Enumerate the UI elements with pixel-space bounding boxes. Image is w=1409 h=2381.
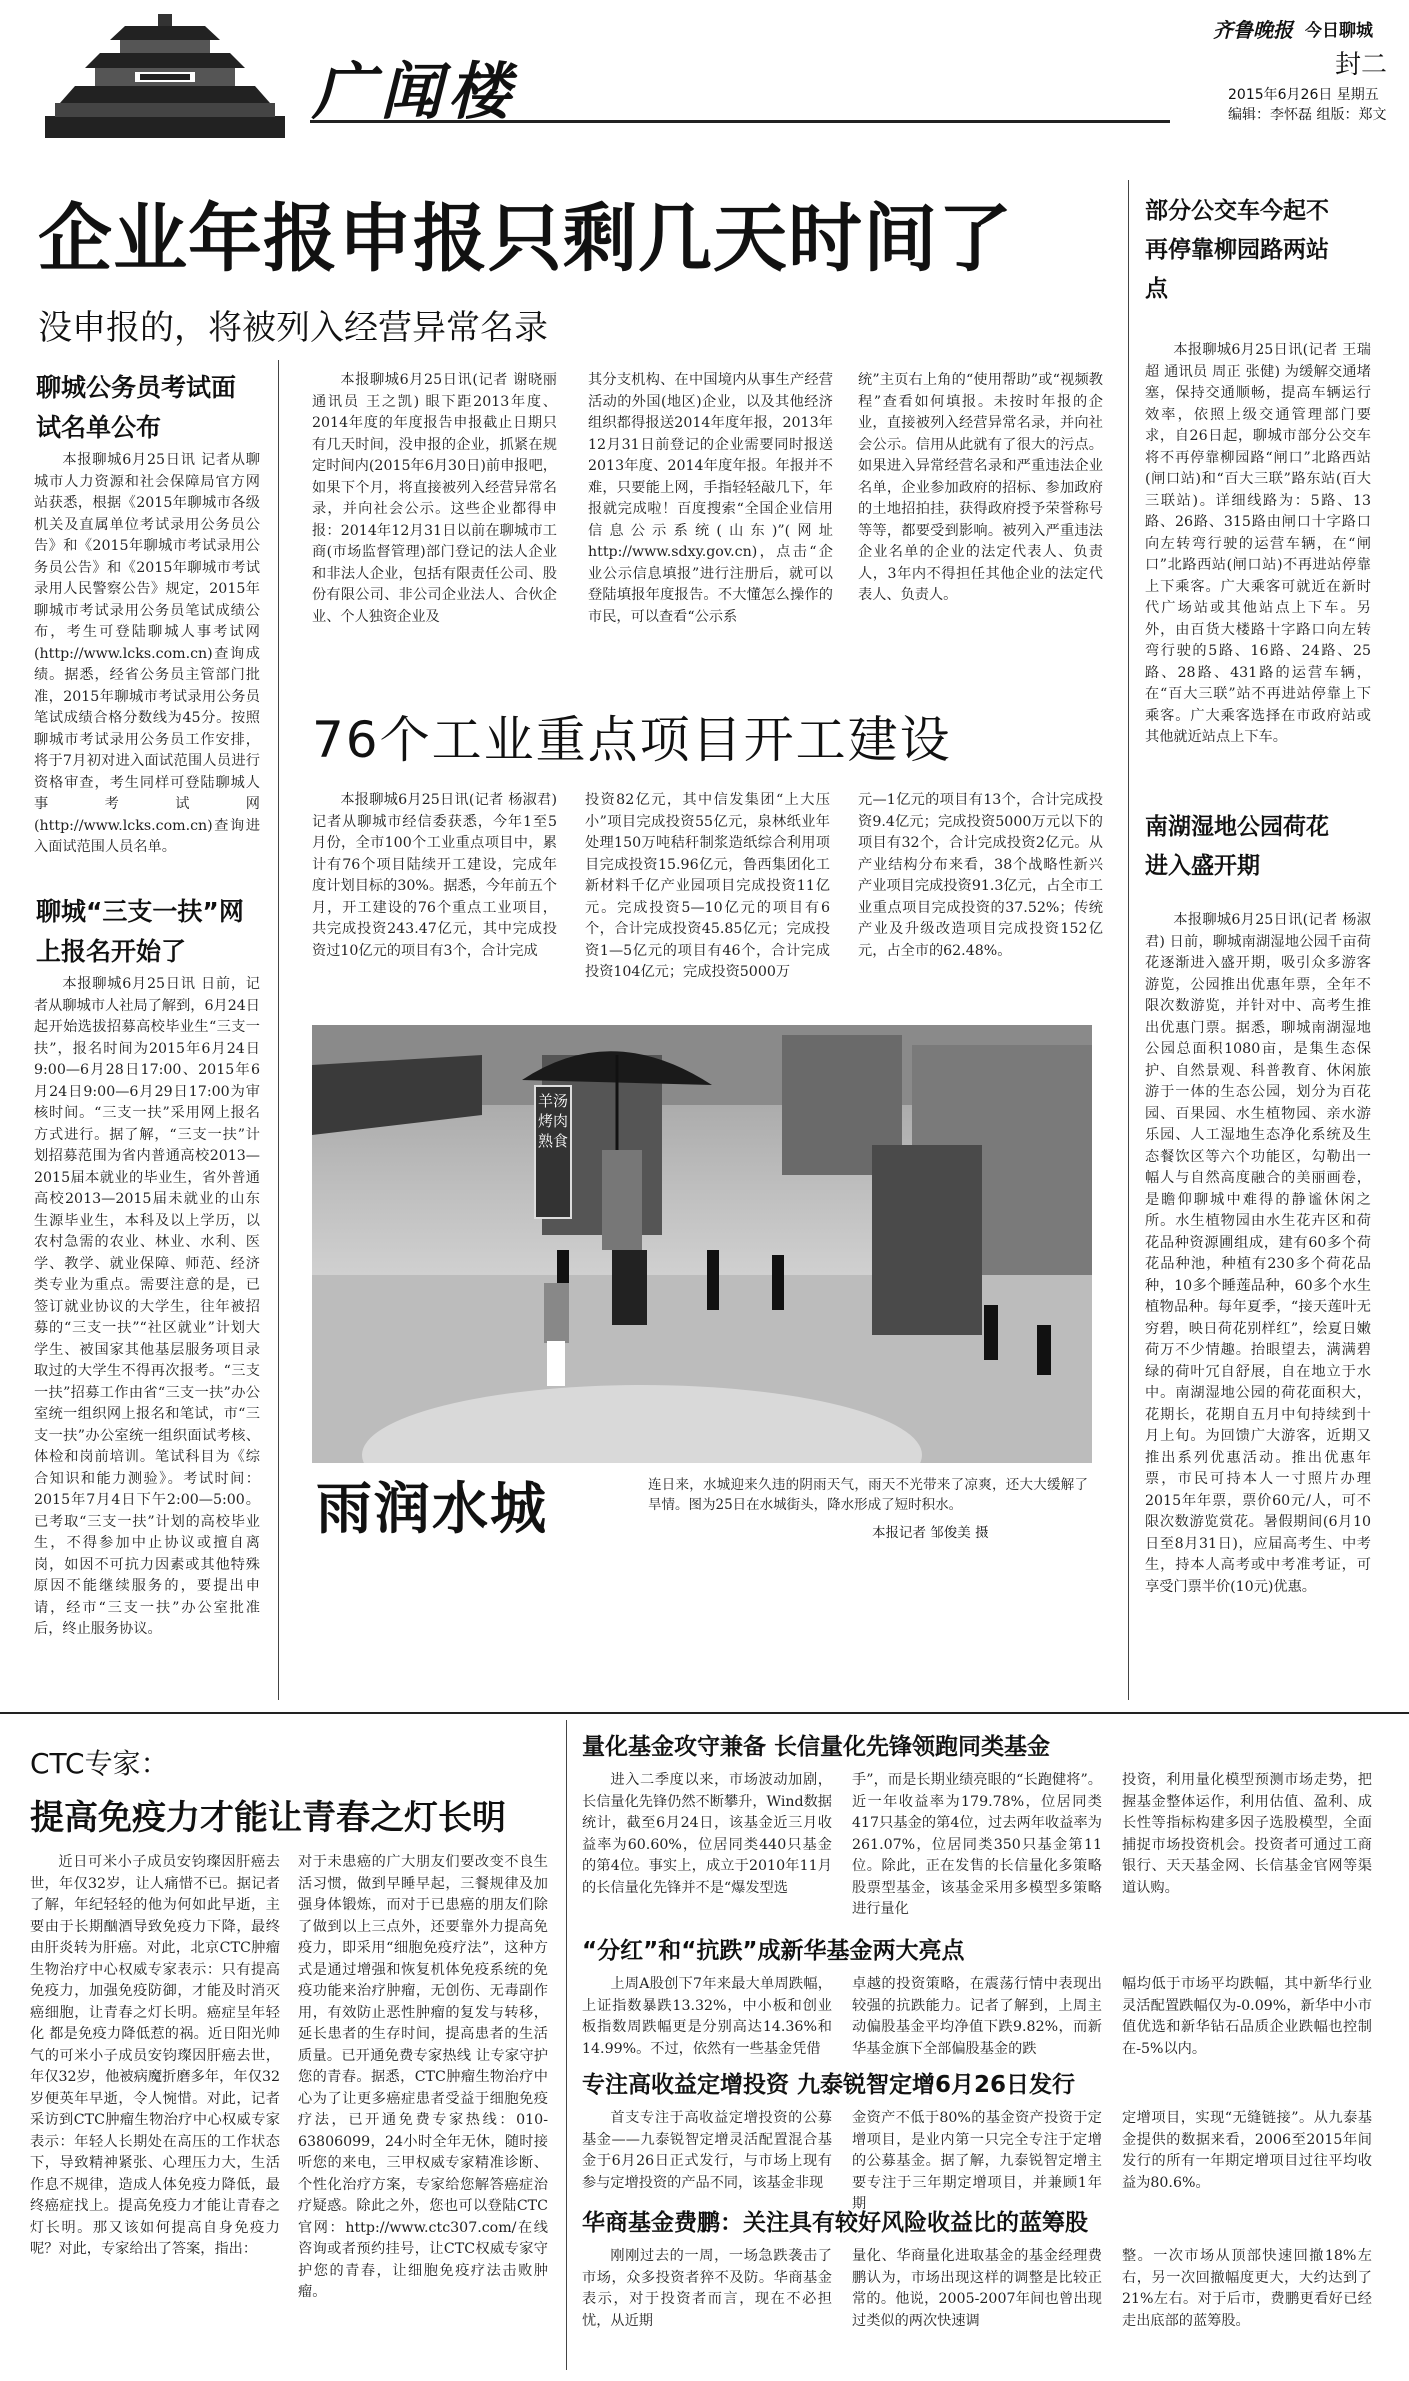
photo-title: 雨润水城	[316, 1477, 548, 1542]
bus-stop-title: 部分公交车今起不再停靠柳园路两站点	[1145, 198, 1329, 302]
right-column-divider	[1128, 180, 1129, 1700]
ctc-col-1: 近日可米小子成员安钧璨因肝癌去世，年仅32岁，让人痛惜不已。据记者了解，年纪轻轻的他为何如此早逝，主要由于长期酗酒导致免疫力下降，最终由肝炎转为肝癌。对此，北京CTC肿瘤生物治疗中心权威专家表示：只有提高免疫力，加强免疫防御，才能及时消灭癌细胞，让青春之灯长明。癌症呈年轻化 都是免疫力降低惹的祸。近日阳光帅气的可米小子成员安钧璨因肝癌去世，年仅32岁，他被病魔折磨多年，年仅32岁便英年早逝，令人惋惜。对此，记者采访到CTC肿瘤生物治疗中心权威专家表示：年轻人长期处在高压的工作状态下，导致精神紧张、心理压力大，生活作息不规律，造成人体免疫力降低，最终癌症找上。提高免疫力才能让青春之灯长明。那又该如何提高自身免疫力呢？对此，专家给出了答案，指出：	[30, 1854, 280, 2257]
rain-photo	[312, 1025, 1092, 1550]
fund-a1-col-1: 进入二季度以来，市场波动加剧，长信量化先锋仍然不断攀升，Wind数据统计，截至6月24日，该基金近三月收益率为60.60%，位居同类440只基金的第4位。事实上，成立于2010年11月的长信量化先锋并不是“爆发型选	[582, 1772, 832, 1896]
editor-line: 编辑：李怀磊 组版：郑文	[1228, 107, 1387, 123]
ctc-kicker: CTC专家：	[30, 1747, 169, 1780]
fund-a1-col-2: 手”，而是长期业绩亮眼的“长跑健将”。近一年收益率为179.78%，位居同类417只基金的第4位，过去两年收益率为261.07%，位居同类350只基金第11位。除此，正在发售的长信量化多策略股票型基金，该基金采用多模型多策略进行量化	[852, 1772, 1102, 1917]
industry-col-3: 元—1亿元的项目有13个，合计完成投资9.4亿元；完成投资5000万元以下的项目有32个，合计完成投资2亿元。从产业结构分布来看，38个战略性新兴产业项目完成投资91.3亿元，占全市工业重点项目完成投资的37.52%；传统产业及升级改造项目完成投资152亿元，占全市的62.48%。	[858, 792, 1103, 959]
lower-column-divider	[566, 1720, 567, 2370]
shop-sign	[534, 1085, 572, 1219]
masthead	[0, 0, 1409, 150]
section-title: 广闻楼	[312, 55, 517, 128]
fund-a3-title: 专注高收益定增投资 九泰锐智定增6月26日发行	[582, 2072, 1076, 2098]
edition-label: 今日聊城	[1305, 21, 1373, 41]
lower-section-rule	[0, 1712, 1409, 1714]
fund-a1-col-3: 投资，利用量化模型预测市场走势，把握基金整体运作，利用估值、盈利、成长性等指标构建多因子选股模型，全面捕捉市场投资机会。投资者可通过工商银行、天天基金网、长信基金官网等渠道认购。	[1122, 1772, 1372, 1896]
lotus-title: 南湖湿地公园荷花进入盛开期	[1145, 814, 1329, 879]
fund-a2-title: “分红”和“抗跌”成新华基金两大亮点	[582, 1938, 965, 1964]
left-column-divider	[278, 360, 279, 1700]
fund-a2-col-1: 上周A股创下7年来最大单周跌幅，上证指数暴跌13.32%，中小板和创业板指数周跌幅更是分别高达14.36%和14.99%。不过，依然有一些基金凭借	[582, 1976, 832, 2057]
civil-exam-title: 聊城公务员考试面试名单公布	[36, 373, 237, 442]
fund-a4-col-1: 刚刚过去的一周，一场急跌袭击了市场，众多投资者猝不及防。华商基金表示，对于投资者而言，现在不必担忧，从近期	[582, 2248, 832, 2329]
industry-headline: 76个工业重点项目开工建设	[312, 711, 952, 769]
photo-credit: 本报记者 邹俊美 摄	[872, 1525, 989, 1541]
ctc-headline: 提高免疫力才能让青春之灯长明	[30, 1798, 506, 1838]
fund-a4-col-2: 量化、华商量化进取基金的基金经理费鹏认为，市场出现这样的调整是比较正常的。他说，2005-2007年间也曾出现过类似的两次快速调	[852, 2248, 1102, 2329]
industry-col-1: 本报聊城6月25日讯(记者 杨淑君) 记者从聊城市经信委获悉，今年1至5月份，全市100个工业重点项目中，累计有76个项目陆续开工建设，完成年度计划目标的30%。据悉，今年前五个月，开工建设的76个重点工业项目，共完成投资243.47亿元，其中完成投资过10亿元的项目有3个，合计完成	[312, 792, 557, 959]
fund-a2-col-2: 卓越的投资策略，在震荡行情中表现出较强的抗跌能力。记者了解到，上周主动偏股基金平均净值下跌9.82%，而新华基金旗下全部偏股基金的跌	[852, 1976, 1102, 2057]
fund-a4-col-3: 整。一次市场从顶部快速回撤18%左右，另一次回撤幅度更大，大约达到了21%左右。对于后市，费鹏更看好已经走出底部的蓝筹股。	[1122, 2248, 1372, 2329]
fund-a2-col-3: 幅均低于市场平均跌幅，其中新华行业灵活配置跌幅仅为-0.09%，新华中小市值优选和新华钻石品质企业跌幅也控制在-5%以内。	[1122, 1976, 1372, 2057]
fund-a1-title: 量化基金攻守兼备 长信量化先锋领跑同类基金	[582, 1734, 1051, 1760]
lead-subheadline: 没申报的，将被列入经营异常名录	[38, 308, 548, 348]
tower-illustration	[40, 8, 290, 140]
date-line: 2015年6月26日 星期五	[1228, 87, 1379, 103]
lead-headline: 企业年报申报只剩几天时间了	[38, 196, 1013, 282]
ctc-col-2: 对于未患癌的广大朋友们要改变不良生活习惯，做到早睡早起，三餐规律及加强身体锻炼，而对于已患癌的朋友们除了做到以上三点外，还要靠外力提高免疫力，即采用“细胞免疫疗法”，这种方式是通过增强和恢复机体免疫系统的免疫功能来治疗肿瘤，无创伤、无毒副作用，有效防止恶性肿瘤的复发与转移，延长患者的生存时间，提高患者的生活质量。已开通免费专家热线 让专家守护您的青春。据悉，CTC肿瘤生物治疗中心为了让更多癌症患者受益于细胞免疫疗法，已开通免费专家热线：010-63806099，24小时全年无休，随时接听您的来电，三甲权威专家精准诊断、个性化治疗方案，专家给您解答癌症治疗疑惑。除此之外，您也可以登陆CTC官网：http://www.ctc307.com/在线咨询或者预约挂号，让CTC权威专家守护您的青春，让细胞免疫疗法击败肿瘤。	[298, 1854, 548, 2300]
civil-exam-body: 本报聊城6月25日讯 记者从聊城市人力资源和社会保障局官方网站获悉，根据《2015年聊城市各级机关及直属单位考试录用公务员公告》和《2015年聊城市考试录用公务员公告》和《2015年聊城市考试录用人民警察公告》规定，2015年聊城市考试录用公务员笔试成绩公布，考生可登陆聊城人事考试网(http://www.lcks.com.cn)查询成绩。据悉，经省公务员主管部门批准，2015年聊城市考试录用公务员笔试成绩合格分数线为45分。按照聊城市考试录用公务员工作安排，将于7月初对进入面试范围人员进行资格审查，考生同样可登陆聊城人事考试网(http://www.lcks.com.cn)查询进入面试范围人员名单。	[34, 452, 260, 855]
fund-a4-title: 华商基金费鹏：关注具有较好风险收益比的蓝筹股	[582, 2210, 1088, 2236]
photo-caption: 连日来，水城迎来久违的阴雨天气，雨天不光带来了凉爽，还大大缓解了旱情。图为25日在水城街头，降水形成了短时积水。	[648, 1477, 1088, 1513]
lotus-body: 本报聊城6月25日讯(记者 杨淑君) 日前，聊城南湖湿地公园千亩荷花逐渐进入盛开期，吸引众多游客游览，公园推出优惠年票，全年不限次数游览，并针对中、高考生推出优惠门票。据悉，聊城南湖湿地公园总面积1080亩，是集生态保护、自然景观、科普教育、休闲旅游于一体的生态公园，划分为百花园、百果园、水生植物园、亲水游乐园、人工湿地生态净化系统及生态餐饮区等六个功能区，勾勒出一幅人与自然高度融合的美丽画卷，是瞻仰聊城中难得的静谧休闲之所。水生植物园由水生花卉区和荷花品种资源圃组成，建有60多个荷花品种池，种植有230多个荷花品种，10多个睡莲品种，60多个水生植物品种。每年夏季，“接天莲叶无穷碧，映日荷花别样红”，绘夏日嫩荷万不少情趣。抬眼望去，满满碧绿的荷叶冗自舒展，自在地立于水中。南湖湿地公园的荷花面积大，花期长，花期自五月中旬持续到十月上旬。为回馈广大游客，近期又推出系列优惠活动。推出优惠年票，市民可持本人一寸照片办理2015年年票，票价60元/人，可不限次数游览赏花。暑假期间(6月10日至8月31日)，应届高考生、中考生，持本人高考或中考准考证，可享受门票半价(10元)优惠。	[1145, 912, 1371, 1595]
fund-a3-col-1: 首支专注于高收益定增投资的公募基金——九泰锐智定增灵活配置混合基金于6月26日正式发行，与市场上现有参与定增投资的产品不同，该基金非现	[582, 2110, 832, 2191]
lead-col-3: 统”主页右上角的“使用帮助”或“视频教程”查看如何填报。未按时年报的企业，直接被列入经营异常名录，并向社会公示。信用从此就有了很大的污点。如果进入异常经营名录和严重违法企业名单，企业参加政府的招标、参加政府的土地招拍挂，获得政府授予荣誉称号等等，都要受到影响。被列入严重违法企业名单的企业的法定代表人、负责人，3年内不得担任其他企业的法定代表人、负责人。	[858, 372, 1103, 603]
fund-a3-col-3: 定增项目，实现“无缝链接”。从九泰基金提供的数据来看，2006至2015年间发行的所有一年期定增项目过往平均收益为80.6%。	[1122, 2110, 1372, 2191]
three-support-title: 聊城“三支一扶”网上报名开始了	[36, 897, 244, 966]
paper-name: 齐鲁晚报	[1213, 18, 1293, 42]
title-rule	[310, 120, 1170, 123]
page-label: 封二	[1335, 50, 1388, 80]
three-support-body: 本报聊城6月25日讯 日前，记者从聊城市人社局了解到，6月24日起开始选拔招募高校毕业生“三支一扶”，报名时间为2015年6月24日9:00—6月28日17:00、2015年6月24日9:00—6月29日17:00为审核时间。“三支一扶”采用网上报名方式进行。据了解，“三支一扶”计划招募范围为省内普通高校2013—2015届本就业的毕业生，省外普通高校2013—2015届未就业的山东生源毕业生，本科及以上学历，以农村急需的农业、林业、水利、医学、教学、就业保障、师范、经济类专业为重点。需要注意的是，已签订就业协议的大学生，往年被招募的“三支一扶”“社区就业”计划大学生、被国家其他基层服务项目录取过的大学生不得再次报考。“三支一扶”招募工作由省“三支一扶”办公室统一组织网上报名和笔试，市“三支一扶”办公室统一组织面试考核、体检和岗前培训。笔试科目为《综合知识和能力测验》。考试时间：2015年7月4日下午2:00—5:00。已考取“三支一扶”计划的高校毕业生，不得参加中止协议或擅自离岗，如因不可抗力因素或其他特殊原因不能继续服务的，要提出申请，经市“三支一扶”办公室批准后，终止服务协议。	[34, 976, 260, 1637]
lead-col-2: 其分支机构、在中国境内从事生产经营活动的外国(地区)企业，以及其他经济组织都得报送2014年度年报，2013年12月31日前登记的企业需要同时报送2013年度、2014年度年报。年报并不难，只要能上网，手指轻轻敲几下，年报就完成啦！百度搜索“全国企业信用信息公示系统(山东)”(网址http://www.sdxy.gov.cn)，点击“企业公示信息填报”进行注册后，就可以登陆填报年度报告。不大懂怎么操作的市民，可以查看“公示系	[588, 372, 833, 625]
bus-stop-body: 本报聊城6月25日讯(记者 王瑞超 通讯员 周正 张健) 为缓解交通堵塞，保持交通顺畅，提高车辆运行效率，依照上级交通管理部门要求，自26日起，聊城市部分公交车将不再停靠柳园路“闸口”北路西站(闸口站)和“百大三联”路东站(百大三联站)。详细线路为：5路、13路、26路、315路由闸口十字路口向左转弯行驶的运营车辆，在“闸口”北路西站(闸口站)不再进站停靠上下乘客。广大乘客可就近在新时代广场站或其他站点上下车。另外，由百货大楼路十字路口向左转弯行驶的5路、16路、24路、25路、28路、431路的运营车辆，在“百大三联”站不再进站停靠上下乘客。广大乘客选择在市政府站或其他就近站点上下车。	[1145, 342, 1371, 745]
industry-col-2: 投资82亿元，其中信发集团“上大压小”项目完成投资55亿元，泉林纸业年处理150万吨秸秆制浆造纸综合利用项目完成投资15.96亿元，鲁西集团化工新材料千亿产业园项目完成投资11亿元。完成投资5—10亿元的项目有6个，合计完成投资45.85亿元；完成投资1—5亿元的项目有46个，合计完成投资104亿元；完成投资5000万	[585, 792, 830, 980]
shop-sign-text: 羊汤烤肉熟食	[537, 1092, 568, 1150]
lead-col-1: 本报聊城6月25日讯(记者 谢晓丽 通讯员 王之凯) 眼下距2013年度、2014年度的年度报告申报截止日期只有几天时间，没申报的企业，抓紧在规定时间内(2015年6月30日)前申报吧，如果下个月，将直接被列入经营异常名录，并向社会公示。这些企业都得申报：2014年12月31日以前在聊城市工商(市场监督管理)部门登记的法人企业和非法人企业，包括有限责任公司、股份有限公司、非公司企业法人、合伙企业、个人独资企业及	[312, 372, 557, 625]
fund-a3-col-2: 金资产不低于80%的基金资产投资于定增项目，是业内第一只完全专注于定增的公募基金。据了解，九泰锐智定增主要专注于三年期定增项目，并兼顾1年期	[852, 2110, 1102, 2212]
